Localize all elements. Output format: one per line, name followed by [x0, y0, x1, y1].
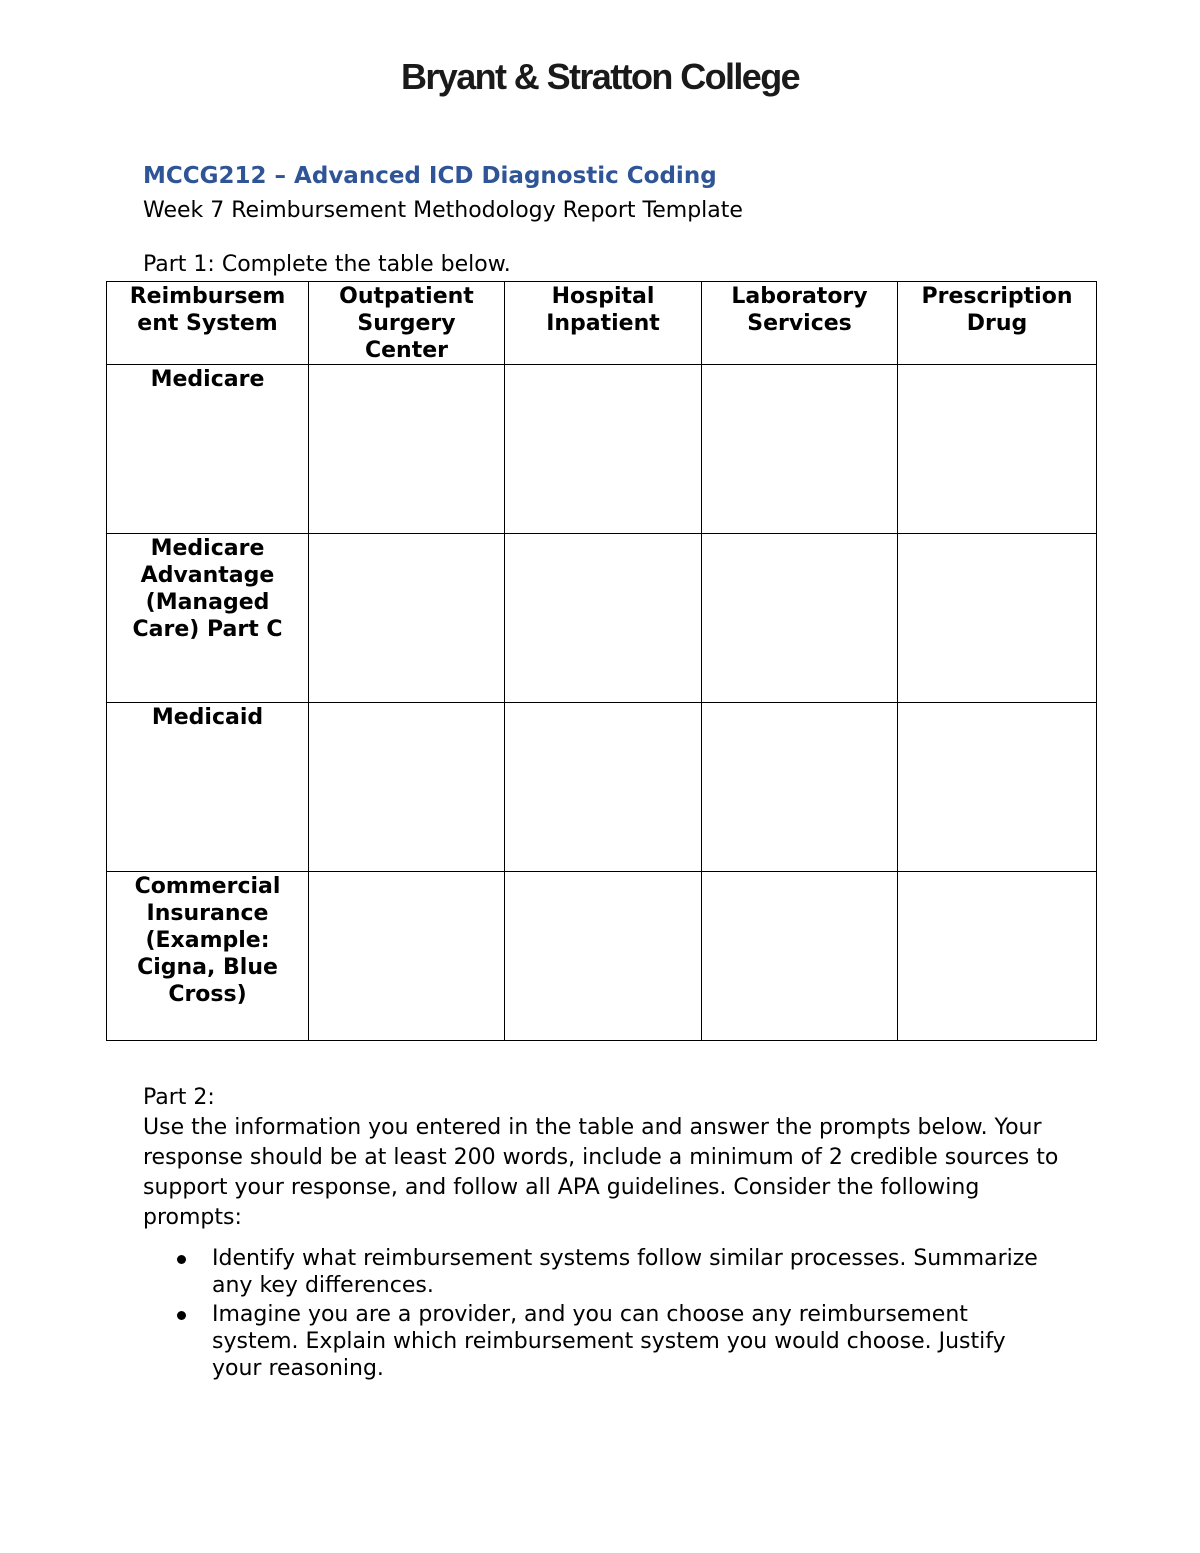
table-cell[interactable]	[898, 703, 1097, 872]
list-item	[143, 1301, 1043, 1382]
table-row	[107, 872, 1097, 1041]
row-label-medicare: Medicare	[107, 365, 309, 534]
table-cell[interactable]	[898, 365, 1097, 534]
college-logo: Bryant & Stratton College	[400, 56, 800, 97]
table-cell[interactable]	[309, 703, 505, 872]
table-header-row	[107, 282, 1097, 365]
table-cell[interactable]	[309, 534, 505, 703]
part2-intro: Use the information you entered in the table and answer the prompts below. Your response should be at least 200 words, include a minimum of 2 credible sources to support your response, and follow all APA guidelines. Consider the following prompts:	[143, 1115, 1059, 1230]
table-row	[107, 534, 1097, 703]
part1-instruction: Part 1: Complete the table below.	[143, 252, 511, 277]
table-row	[107, 703, 1097, 872]
part2-section	[143, 1083, 1083, 1233]
table-cell[interactable]	[505, 534, 702, 703]
table-cell[interactable]	[898, 534, 1097, 703]
header-prescription-drug: Prescription Drug	[898, 282, 1097, 365]
table-cell[interactable]	[702, 365, 898, 534]
prompt-text: Identify what reimbursement systems follow similar processes. Summarize any key differences.	[212, 1246, 1038, 1298]
table-cell[interactable]	[309, 365, 505, 534]
header-outpatient-surgery-center: Outpatient Surgery Center	[309, 282, 505, 365]
template-subtitle: Week 7 Reimbursement Methodology Report Template	[143, 198, 743, 223]
table-cell[interactable]	[702, 534, 898, 703]
table-cell[interactable]	[505, 872, 702, 1041]
table-cell[interactable]	[309, 872, 505, 1041]
part2-heading: Part 2:	[143, 1085, 215, 1110]
table-row	[107, 365, 1097, 534]
table-cell[interactable]	[505, 703, 702, 872]
header-reimbursement-system: Reimbursem ent System	[107, 282, 309, 365]
header-laboratory-services: Laboratory Services	[702, 282, 898, 365]
table-cell[interactable]	[505, 365, 702, 534]
row-label-medicaid: Medicaid	[107, 703, 309, 872]
prompt-text: Imagine you are a provider, and you can choose any reimbursement system. Explain which reimbursement system you would choose. Justify your reasoning.	[212, 1302, 1006, 1381]
bullet-icon	[177, 1255, 186, 1264]
header-hospital-inpatient: Hospital Inpatient	[505, 282, 702, 365]
reimbursement-table	[106, 281, 1097, 1041]
row-label-medicare-advantage: Medicare Advantage (Managed Care) Part C	[107, 534, 309, 703]
list-item	[143, 1245, 1043, 1299]
table-cell[interactable]	[702, 703, 898, 872]
row-label-commercial-insurance: Commercial Insurance (Example: Cigna, Blue Cross)	[107, 872, 309, 1041]
table-cell[interactable]	[898, 872, 1097, 1041]
prompt-list	[143, 1245, 1043, 1384]
bullet-icon	[177, 1311, 186, 1320]
course-title: MCCG212 – Advanced ICD Diagnostic Coding	[143, 163, 717, 189]
table-cell[interactable]	[702, 872, 898, 1041]
